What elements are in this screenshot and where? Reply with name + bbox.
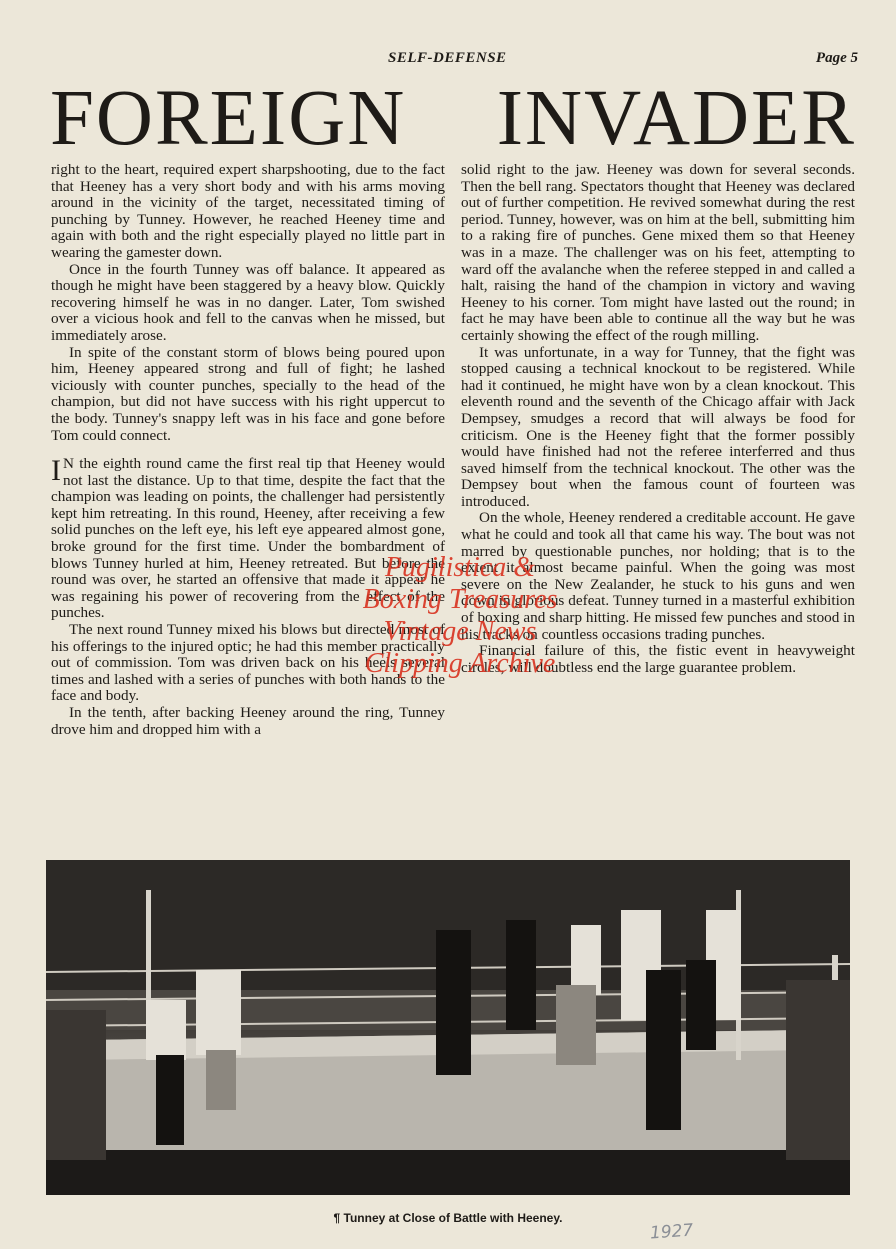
- section-label: SELF-DEFENSE: [388, 50, 507, 66]
- right-paragraph-3: On the whole, Heeney rendered a creditable account. He gave what he could and took all that came his way. The bout was not marred by questionable punches, nor holding; that is to the extent it almost became painful. When the going was most severe on the New Zealander, he stuck to his guns and wen down in glorious defeat. Tunney turned in a masterful exhibition of boxing and sharp hitting. He missed few punches and stood in his tracks on countless occasions trading punches.: [461, 509, 855, 643]
- right-paragraph-1: solid right to the jaw. Heeney was down for several seconds. Then the bell rang. Spectators thought that Heeney was declared out of further competition. He revived somewhat during the rest period. Tunney, however, was on him at the bell, submitting him to a raking fire of punches. Gene mixed them so that Heeney was in a maze. The challenger was on his feet, attempting to ward off the avalanche when the referee stepped in and called a halt, raising the hand of the champion in victory and waving Heeney to his corner. Tom might have lasted out the round; in fact he may have been able to continue all the way but he was certainly showing the effect of the rough milling.: [461, 161, 855, 344]
- left-paragraph-6: In the tenth, after backing Heeney around the ring, Tunney drove him and dropped him with a: [51, 704, 445, 738]
- headline: [50, 74, 856, 164]
- page-number: Page 5: [815, 50, 858, 66]
- left-paragraph-1: right to the heart, required expert sharpshooting, due to the fact that Heeney has a very short body and with his arms moving around in the vicinity of the target, necessitated timing of punching by Tunney. However, he reached Heeney time and again with both and the right especially played no little part in wearing the gamester down.: [51, 161, 445, 261]
- photo-caption: ¶ Tunney at Close of Battle with Heeney.: [333, 1211, 563, 1225]
- left-paragraph-3: In spite of the constant storm of blows being poured upon him, Heeney appeared strong and full of fight; he lashed viciously with counter punches, specially to the head of the champion, but did not have success with his right uppercut to the body. Tunney's snappy left was in his face and gone before Tom could connect.: [51, 343, 445, 444]
- watermark-line-4: Clipping Archive: [364, 648, 556, 679]
- handwritten-year: 1927: [649, 1220, 694, 1244]
- boxing-ring-photo: [46, 860, 850, 1195]
- left-column: [51, 162, 445, 738]
- right-paragraph-4: Financial failure of this, the fistic event in heavyweight circles, will doubtless end the large guarantee problem.: [461, 642, 855, 676]
- right-paragraph-2: It was unfortunate, in a way for Tunney, that the fight was stopped causing a technical knockout to be registered. While had it continued, he might have won by a clean knockout. This eleventh round and the seventh of the Chicago affair with Jack Dempsey, smudges a record that will always be food for criticism. One is the Heeney fight that the former possibly would have finished had not the referee interferred and thus saved himself from the technical knockout. The other was the Dempsey bout when the famous count of fourteen was introduced.: [461, 343, 855, 510]
- right-column: [461, 162, 855, 676]
- watermark-line-2: Boxing Treasures: [362, 584, 558, 615]
- headline-word-2: INVADER: [496, 75, 856, 162]
- left-paragraph-4: [51, 456, 445, 622]
- running-head: [0, 50, 896, 70]
- left-paragraph-5: The next round Tunney mixed his blows but directed most of his offerings to the injured optic; he had this member practically out of commission. Tom was driven back on his heels several times and lashed with a series of punches with both hands to the face and body.: [51, 621, 445, 705]
- left-paragraph-2: Once in the fourth Tunney was off balance. It appeared as though he might have been staggered by a heavy blow. Quickly recovering himself he was in no danger. Later, Tom swished over a vicious hook and fell to the canvas when he missed, but immediately arose.: [51, 260, 445, 344]
- headline-word-1: FOREIGN: [50, 75, 407, 162]
- left-paragraph-4-text: N the eighth round came the first real tip that Heeney would not last the distance. Up to that time, despite the fact that the champion was leading on points, the challenger had persistently kept him retreating. In this round, Heeney, after receiving a few solid punches on the left eye, his left eye appeared almost gone, broke ground for the first time. Under the bombardment of blows Tunney hurled at him, Heeney retreated. But before the round was over, he started an offensive that made it appear he was regaining his power of recovering from the effect of the punches.: [51, 455, 445, 622]
- drop-cap: I: [51, 454, 61, 488]
- watermark-line-3: Vintage News: [383, 616, 537, 647]
- watermark-line-1: Pugilistica &: [384, 552, 536, 583]
- ring-scene-illustration: [46, 860, 850, 1195]
